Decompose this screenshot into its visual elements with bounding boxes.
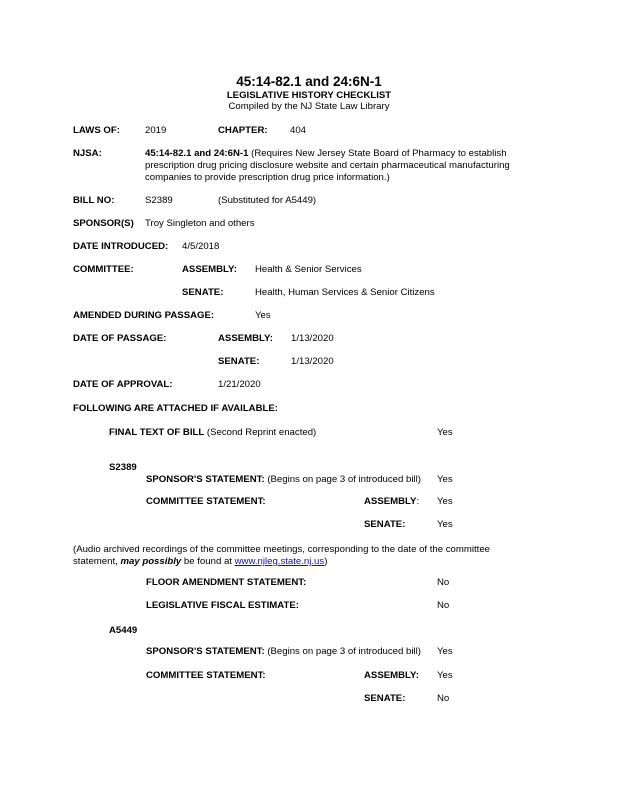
committee-assembly-label: ASSEMBLY: (182, 264, 237, 275)
audio-note-line2 (73, 556, 327, 568)
passage-senate-value: 1/13/2020 (291, 356, 334, 367)
a5449-heading: A5449 (109, 625, 138, 636)
audio-note-emphasis: may possibly (120, 556, 182, 567)
final-text-value: Yes (437, 427, 453, 438)
committee-senate-label: SENATE: (182, 287, 224, 298)
s2389-heading: S2389 (109, 462, 137, 473)
final-text-note: (Second Reprint enacted) (204, 427, 317, 438)
committee-label: COMMITTEE: (73, 264, 134, 275)
final-text-label: FINAL TEXT OF BILL (109, 427, 205, 438)
s2389-senate-value: Yes (437, 519, 453, 530)
laws-of-value: 2019 (145, 125, 167, 136)
a5449-senate-value: No (437, 693, 450, 704)
s2389-sponsor-row (146, 474, 421, 486)
s2389-assembly-row (364, 496, 419, 508)
date-of-approval-label: DATE OF APPROVAL: (73, 379, 173, 390)
sponsors-label: SPONSOR(S) (73, 218, 134, 229)
floor-amendment-label: FLOOR AMENDMENT STATEMENT: (146, 577, 307, 588)
passage-assembly-label: ASSEMBLY: (218, 333, 273, 344)
laws-of-label: LAWS OF: (73, 125, 120, 136)
a5449-committee-label: COMMITTEE STATEMENT: (146, 670, 266, 681)
document-title: 45:14-82.1 and 24:6N-1 (236, 74, 382, 89)
passage-assembly-value: 1/13/2020 (291, 333, 334, 344)
fiscal-estimate-value: No (437, 600, 450, 611)
committee-assembly-value: Health & Senior Services (255, 264, 362, 275)
bill-no-note: (Substituted for A5449) (218, 195, 317, 206)
audio-note-prefix: statement, (73, 556, 121, 567)
final-text-row (109, 427, 316, 439)
chapter-value: 404 (290, 125, 307, 136)
fiscal-estimate-label: LEGISLATIVE FISCAL ESTIMATE: (146, 600, 299, 611)
s2389-committee-label: COMMITTEE STATEMENT: (146, 496, 266, 507)
floor-amendment-value: No (437, 577, 450, 588)
njsa-line2: prescription drug pricing disclosure website and certain pharmaceutical manufacturing (145, 160, 510, 171)
njsa-code: 45:14-82.1 and 24:6N-1 (145, 148, 249, 159)
s2389-assembly-label: ASSEMBLY (364, 496, 417, 507)
document-subtitle: LEGISLATIVE HISTORY CHECKLIST (226, 90, 392, 101)
njsa-label: NJSA: (73, 148, 102, 159)
audio-note-mid: be found at (181, 556, 235, 567)
compiled-by: Compiled by the NJ State Law Library (228, 101, 390, 112)
passage-senate-label: SENATE: (218, 356, 260, 367)
date-introduced-value: 4/5/2018 (182, 241, 220, 252)
s2389-assembly-colon: : (416, 496, 420, 507)
committee-senate-value: Health, Human Services & Senior Citizens (255, 287, 435, 298)
a5449-assembly-label: ASSEMBLY: (364, 670, 419, 681)
s2389-sponsor-note: (Begins on page 3 of introduced bill) (267, 474, 421, 485)
chapter-label: CHAPTER: (218, 125, 268, 136)
amended-label: AMENDED DURING PASSAGE: (73, 310, 215, 321)
s2389-sponsor-label: SPONSOR'S STATEMENT: (146, 474, 265, 485)
s2389-assembly-value: Yes (437, 496, 453, 507)
njsa-line3: companies to provide prescription drug price information.) (145, 172, 390, 183)
njleg-link[interactable]: www.njleg.state.nj.us (234, 556, 325, 567)
date-of-approval-value: 1/21/2020 (218, 379, 261, 390)
amended-value: Yes (255, 310, 271, 321)
a5449-sponsor-label: SPONSOR'S STATEMENT: (146, 646, 265, 657)
a5449-sponsor-value: Yes (437, 646, 453, 657)
a5449-sponsor-note: (Begins on page 3 of introduced bill) (267, 646, 421, 657)
attached-heading: FOLLOWING ARE ATTACHED IF AVAILABLE: (73, 403, 278, 414)
date-introduced-label: DATE INTRODUCED: (73, 241, 169, 252)
njsa-line1 (145, 148, 507, 160)
audio-note-line1: (Audio archived recordings of the committee meetings, corresponding to the date of the committee (73, 544, 491, 555)
sponsors-value: Troy Singleton and others (145, 218, 255, 229)
a5449-sponsor-row (146, 646, 421, 658)
date-of-passage-label: DATE OF PASSAGE: (73, 333, 167, 344)
s2389-senate-label: SENATE: (364, 519, 406, 530)
bill-no-value: S2389 (145, 195, 173, 206)
a5449-senate-label: SENATE: (364, 693, 406, 704)
audio-note-suffix: ) (324, 556, 328, 567)
bill-no-label: BILL NO: (73, 195, 115, 206)
a5449-assembly-value: Yes (437, 670, 453, 681)
s2389-sponsor-value: Yes (437, 474, 453, 485)
njsa-description-start: (Requires New Jersey State Board of Pharmacy to establish (248, 148, 507, 159)
